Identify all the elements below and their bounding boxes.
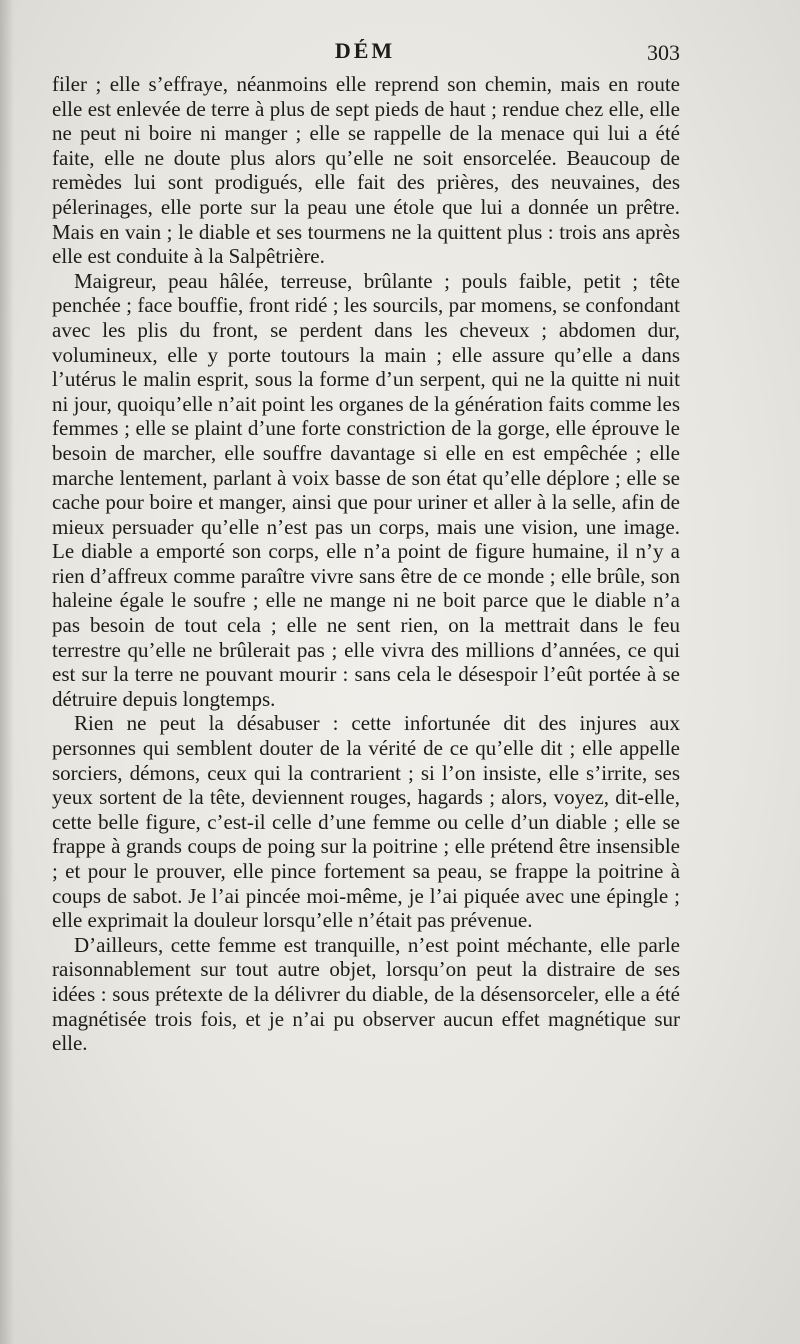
- paragraph-continuation: filer ; elle s’effraye, néanmoins elle reprend son chemin, mais en route elle est enlevée de terre à plus de sept pieds de haut ; rendue chez elle, elle ne peut ni boire ni manger ; elle se rappelle de la menace qui lui a été faite, elle ne doute plus alors qu’elle ne soit ensorcelée. Beaucoup de remèdes lui sont prodigués, elle fait des prières, des neuvaines, des pélerinages, elle porte sur la peau une étole que lui a donnée un prêtre. Mais en vain ; le diable et ses tourmens ne la quittent plus : trois ans après elle est conduite à la Salpêtrière.: [52, 72, 680, 269]
- page-number: 303: [647, 40, 680, 65]
- page-header: [50, 38, 680, 68]
- paragraph: D’ailleurs, cette femme est tranquille, n’est point méchante, elle parle raisonnablement sur tout autre objet, lorsqu’on peut la distraire de ses idées : sous prétexte de la délivrer du diable, de la désensorceler, elle a été magnétisée trois fois, et je n’ai pu observer aucun effet magnétique sur elle.: [52, 932, 680, 1056]
- body-text: [52, 72, 680, 1056]
- paragraph: Rien ne peut la désabuser : cette infortunée dit des injures aux personnes qui semblent douter de la vérité de ce qu’elle dit ; elle appelle sorciers, démons, ceux qui la contrarient ; si l’on insiste, elle s’irrite, ses yeux sortent de la tête, deviennent rouges, hagards ; alors, voyez, dit-elle, cette belle figure, c’est-il celle d’une femme ou celle d’un diable ; elle se frappe à grands coups de poing sur la poitrine ; elle prétend être insensible ; et pour le prouver, elle pince fortement sa peau, se frappe la poitrine à coups de sabot. Je l’ai pincée moi-même, je l’ai piquée avec une épingle ; elle exprimait la douleur lorsqu’elle n’était pas prévenue.: [52, 711, 680, 933]
- running-head: DÉM: [334, 38, 396, 63]
- paragraph: Maigreur, peau hâlée, terreuse, brûlante ; pouls faible, petit ; tête penchée ; face bouffie, front ridé ; les sourcils, par momens, se confondant avec les plis du front, se perdent dans les cheveux ; abdomen dur, volumineux, elle y porte toutours la main ; elle assure qu’elle a dans l’utérus le malin esprit, sous la forme d’un serpent, qui ne la quitte ni nuit ni jour, quoiqu’elle n’ait point les organes de la génération faits comme les femmes ; elle se plaint d’une forte constriction de la gorge, elle éprouve le besoin de marcher, elle souffre davantage si elle en est empêchée ; elle marche lentement, parlant à voix basse de son état qu’elle déplore ; elle se cache pour boire et manger, ainsi que pour uriner et aller à la selle, afin de mieux persuader qu’elle n’est pas un corps, mais une vision, une image. Le diable a emporté son corps, elle n’a point de figure humaine, il n’y a rien d’affreux comme paraître vivre sans être de ce monde ; elle brûle, son haleine égale le soufre ; elle ne mange ni ne boit parce que le diable n’a pas besoin de tout cela ; elle ne sent rien, on la mettrait dans le feu terrestre qu’elle ne brûlerait pas ; elle vivra des millions d’années, ce qui est sur la terre ne pouvant mourir : sans cela le désespoir l’eût portée à se détruire depuis longtemps.: [52, 268, 681, 711]
